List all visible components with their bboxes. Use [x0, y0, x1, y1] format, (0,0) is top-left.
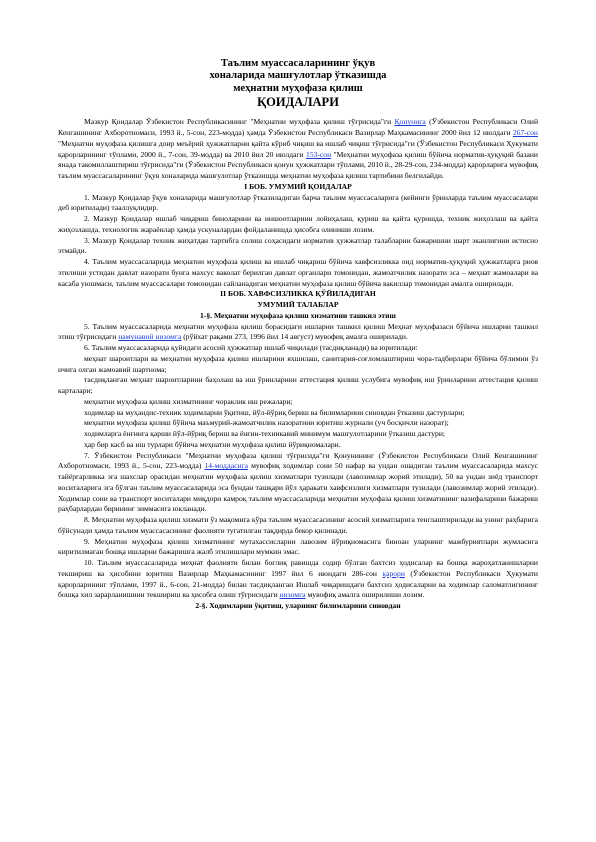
document-title-line-2: хоналарида машғулотлар ўтказишда: [209, 70, 387, 82]
clause-6-item-1: меҳнат шароитлари ва меҳнатни муҳофаза қилиш ишларини яхшилаш, санитария-соғломлаштириш чора-тадбирлари бўйича бўлимни ўз ичига олган жамоавий шартнома;: [58, 353, 538, 374]
clause-10: [58, 558, 538, 601]
clause-2: 2. Мазкур Қоидалар ишлаб чиқариш биноларини ва иншоотларини лойиҳалаш, қуриш ва қайта қуришда, техник жиҳозлаш ва қайта жиҳозлашда, технологик жараёнлар ҳамда ускуналардан фойдаланишда ҳисобга олиниши лозим.: [58, 214, 538, 234]
intro-paragraph: [58, 117, 538, 182]
decree-153-link[interactable]: 153-сон: [306, 149, 332, 159]
clause-10-text-3: мувофиқ амалга оширилиши лозим.: [305, 590, 425, 600]
chapter-1-heading: I БОБ. УМУМИЙ ҚОИДАЛАР: [244, 181, 352, 191]
regulation-link[interactable]: низомга: [279, 590, 306, 600]
clause-1: 1. Мазкур Қоидалар ўқув хоналарида машғулотлар ўтказиладиган барча таълим муассасаларига (кейинги ўринларда таълим муассасалари деб юритилади) тааллуқлидир.: [58, 192, 538, 213]
chapter-2-subtitle: УМУМИЙ ТАЛАБЛАР: [257, 300, 339, 310]
clause-8: 8. Меҳнатни муҳофаза қилиш хизмати ўз мақомига кўра таълим муассасасининг асосий хизматларига тенглаштирилади ва унинг раҳбарига бўйсунади ҳамда таълим муассасасининг фаолияти тугатилган тақдирда бекор қилинади.: [58, 515, 538, 535]
clause-5-text-1: 5. Таълим муассасаларида меҳнатни муҳофаза қилиш борасидаги ишларни ташкил қилиш Меҳнат муҳофазаси бўйича ишларни ташкил этиш тўғрисидаги: [58, 321, 538, 342]
clause-6-item-2: тасдиқланган меҳнат шароитларини баҳолаш ва иш ўринларини аттестация қилиш услубига мувофиқ иш ўринларини аттестация қилиш карталари;: [58, 375, 538, 396]
clause-6-item-6: ходимларга ёнғинга қарши йўл-йўриқ бериш ва ёнғин-техникавий минимум машғулотларини ўтказиш дастури;: [84, 429, 446, 439]
clause-3: 3. Мазкур Қоидалар техник жиҳатдан тартибга солиш соҳасидаги норматив ҳужжатлар талабларни бажаришни шарт эканлигини истисно этмайди.: [58, 235, 538, 256]
section-1-heading: 1-§. Меҳнатни муҳофаза қилиш хизматини ташкил этиш: [200, 310, 396, 320]
law-link[interactable]: Қонунига: [394, 117, 426, 127]
clause-6: 6. Таълим муассасаларида қуйидаги асосий ҳужжатлар ишлаб чиқилади (тасдиқланади) ва юритилади:: [84, 343, 418, 353]
document-page: [58, 58, 538, 612]
clause-6-item-5: меҳнатни муҳофаза қилиш бўйича маъмурий-жамоатчилик назоратини юритиш журнали (уч босқичли назорат);: [84, 418, 449, 428]
document-title-rules: ҚОИДАЛАРИ: [257, 94, 339, 109]
clause-5-text-2: (рўйхат рақами 273, 1996 йил 14 август) мувофиқ амалга оширилади.: [181, 332, 408, 342]
clause-5: [58, 322, 538, 344]
article-14-link[interactable]: 14-моддасига: [204, 461, 249, 471]
clause-7: [58, 451, 538, 516]
clause-7-text-2: мувофиқ ходимлар сони 50 нафар ва ундан ошадиган таълим муассасаларида махсус тайёргарликка эга шахслар орасидан меҳнатни муҳофаза қилиш хизматлари тузилади (лавозимлар жорий этилади), 50 ва ундан зиёд транспорт воситаларига эга бўлган таълим муассасаларида эса бундан ташқари йўл ҳаракати хавфсизлиги хизматлари тузилади (лавозимлар жорий этилади). Ходимлар сони ва транспорт воситалари миқдори камроқ таълим муассасаларида меҳнатни муҳофаза қилиш хизматининг вазифаларини бажариш раҳбарлардан бирининг зиммасига юкланади.: [58, 461, 539, 514]
clause-10-text-2: (Ўзбекистон Республикаси Ҳукумати қарорларининг тўплами, 1997 й., 6-сон, 21-модда) билан тасдиқланган Ишлаб чиқаришдаги бахтсиз ҳодисаларни ва ходимлар саломатлигининг бошқа хил зарарланишини текшириш ва ҳисобга олиш тўғрисидаги: [58, 568, 538, 600]
clause-7-text-1: 7. Ўзбекистон Республикаси "Меҳнатни муҳофаза қилиш тўғрисида"ги Қонунининг (Ўзбекистон Республикаси Олий Кенгашининг Ахборотномаси, 1993 й., 5-сон, 223-модда): [58, 450, 538, 471]
section-2-heading: 2-§. Ходимларни ўқитиш, уларнинг билимларини синовдан: [195, 601, 401, 611]
clause-6-item-7: ҳар бир касб ва иш турлари бўйича меҳнатни муҳофаза қилиш йўриқномалари.: [84, 439, 341, 449]
model-regulation-link[interactable]: намунавий низомга: [118, 332, 182, 342]
clause-6-item-4: ходимлар ва муҳандис-техник ходимларни ўқитиш, йўл-йўриқ бериш ва билимларини синовдан ўтказиш дастурлари;: [84, 407, 465, 417]
clause-4: 4. Таълим муассасаларида меҳнатни муҳофаза қилиш ва ишлаб чиқариш бўйича хавфсизликка оид норматив-ҳуқуқий ҳужжатларга риоя этилиши устидан давлат назорати бунга махсус ваколат берилган давлат органлари томонидан, жамоатчилик назорати эса – меҳнат жамоалари ва касаба уюшмаси, таълим муассасалари томонидан сайланадиган меҳнатни муҳофаза қилиш бўйича вакиллар томонидан амалга оширилади.: [58, 257, 538, 288]
chapter-2-heading: II БОБ. ХАВФСИЗЛИККА ҚЎЙИЛАДИГАН: [220, 289, 376, 299]
resolution-link[interactable]: қарори: [382, 568, 405, 578]
clause-6-item-3: меҳнатни муҳофаза қилиш хизматининг чораклик иш режалари;: [84, 396, 293, 406]
document-title-line-1: Таълим муассасаларининг ўқув: [220, 58, 376, 69]
intro-text-2: (Ўзбекистон Республикаси Олий Кенгашининг Ахборотномаси, 1993 й., 5-сон, 223-модда) ҳамда Ўзбекистон Республикаси Вазирлар Маҳкамасининг 2000 йил 12 июлдаги: [58, 117, 539, 138]
intro-text-1: Мазкур Қоидалар Ўзбекистон Республикасининг "Меҳнатни муҳофаза қилиш тўғрисида"ги: [84, 117, 395, 127]
document-title-line-3: меҳнатни муҳофаза қилиш: [233, 82, 363, 94]
intro-text-3: "Меҳнатни муҳофаза қилишга доир меъёрий ҳужжатларни қайта кўриб чиқиш ва ишлаб чиқиш тўғрисида"ги (Ўзбекистон Республикаси Ҳукумати қарорларининг тўплами, 2000 й., 7-сон, 39-модда) ва 2010 йил 20 июлдаги: [58, 138, 538, 159]
decree-267-link[interactable]: 267-сон: [512, 128, 538, 138]
intro-text-4: "Меҳнатни муҳофаза қилиш бўйича норматив-ҳуқуқий базани янада такомиллаштириш тўғрисида"ги (Ўзбекистон Республикаси қонун ҳужжатлари тўплами, 2010 й., 28-29-сон, 234-модда) қарорларига мувофиқ таълим муассасаларининг ўқув хоналарида машғулотлар ўтказишда меҳнатни муҳофаза қилиш тартибини белгилайди.: [58, 149, 538, 181]
clause-10-text-1: 10. Таълим муассасаларида меҳнат фаолияти билан боғлиқ равишда содир бўлган бахтсиз ҳодисалар ва бошқа жароҳатланишларни текшириш ва ҳисобини юритиш Вазирлар Маҳкамасининг 1997 йил 6 июндаги 286-сон: [58, 558, 538, 578]
clause-9: 9. Меҳнатни муҳофаза қилиш хизматининг мутахассисларни лавозим йўриқномасига биноан уларнинг мажбуриятлари жумласига киритилмаган бошқа ишларни бажаришга жалб этилишлари мумкин эмас.: [58, 536, 538, 557]
